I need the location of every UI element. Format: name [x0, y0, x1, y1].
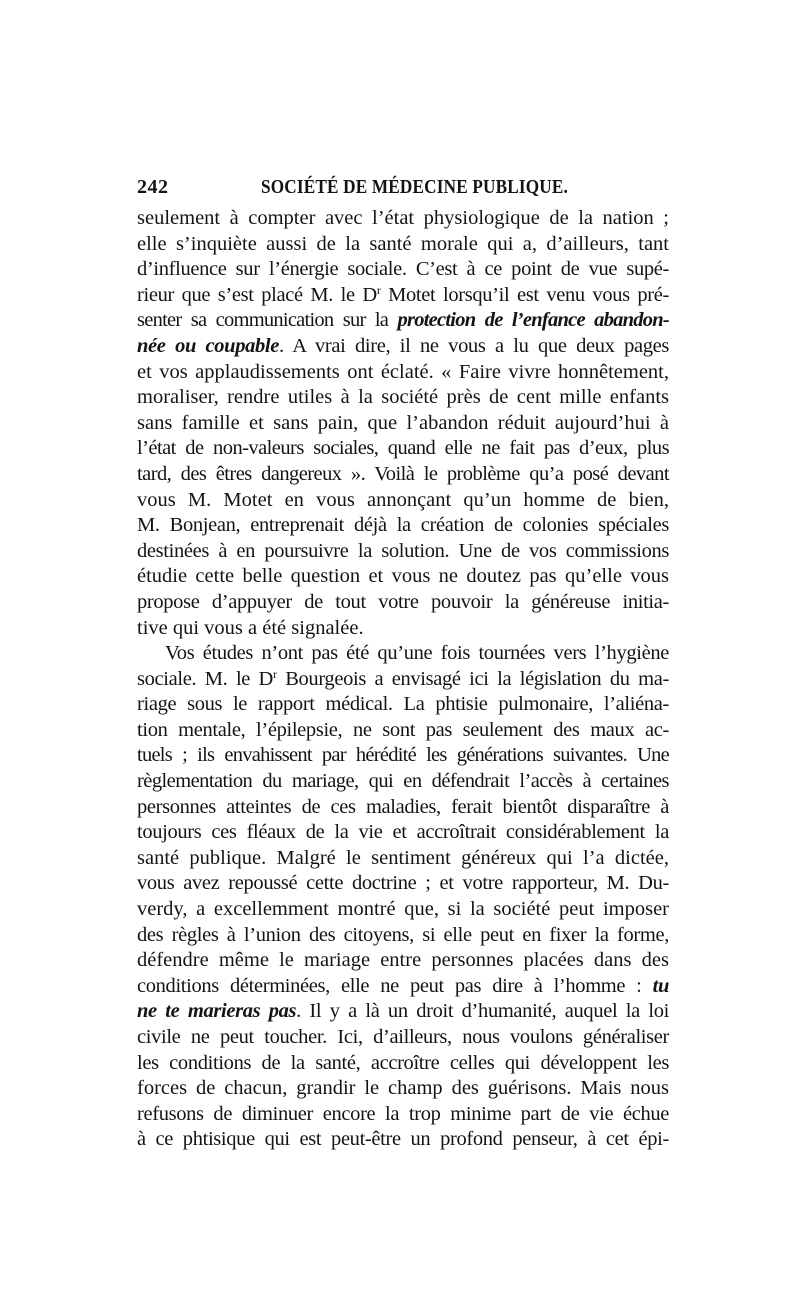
text-line: tard, des êtres dangereux ». Voilà le problème qu’a posé devant	[137, 462, 669, 485]
text-line: et vos applaudissements ont éclaté. « Faire vivre honnêtement,	[137, 360, 669, 383]
text-line: ne te marieras pas. Il y a là un droit d’humanité, auquel la loi	[137, 1000, 669, 1023]
text-line: verdy, a excellemment montré que, si la société peut imposer	[137, 898, 669, 921]
text-line: riage sous le rapport médical. La phtisie pulmonaire, l’aliéna-	[137, 693, 669, 716]
text-line: règlementation du mariage, qui en défendrait l’accès à certaines	[137, 770, 669, 793]
text-line: forces de chacun, grandir le champ des guérisons. Mais nous	[137, 1077, 669, 1100]
text-line: tuels ; ils envahissent par hérédité les générations suivantes. Une	[137, 744, 669, 767]
running-header	[137, 176, 669, 208]
text-line: conditions déterminées, elle ne peut pas dire à l’homme : tu	[137, 974, 669, 997]
text-line: personnes atteintes de ces maladies, ferait bientôt disparaître à	[137, 795, 669, 818]
text-line: Vos études n’ont pas été qu’une fois tournées vers l’hygiène	[165, 642, 669, 665]
text-line: rieur que s’est placé M. le $D^r$ Motet lorsqu’il est venu vous pré-	[137, 282, 669, 306]
text-line: moraliser, rendre utiles à la société près de cent mille enfants	[137, 386, 669, 409]
body-text	[137, 206, 669, 1153]
text-line: vous M. Motet en vous annonçant qu’un homme de bien,	[137, 488, 669, 511]
text-line: destinées à en poursuivre la solution. Une de vos commissions	[137, 539, 669, 562]
text-line: l’état de non-valeurs sociales, quand elle ne fait pas d’eux, plus	[137, 437, 669, 460]
italic-quote: ne te marieras pas	[137, 1000, 297, 1023]
text-line: des règles à l’union des citoyens, si elle peut en fixer la forme,	[137, 923, 669, 946]
italic-quote: tu	[652, 974, 669, 997]
text-line: elle s’inquiète aussi de la santé morale qui a, d’ailleurs, tant	[137, 232, 669, 255]
text-line: propose d’appuyer de tout votre pouvoir la généreuse initia-	[137, 590, 669, 613]
page-number: 242	[137, 176, 169, 198]
text-line: santé publique. Malgré le sentiment généreux qui l’a dictée,	[137, 846, 669, 869]
text-line: civile ne peut toucher. Ici, d’ailleurs, nous voulons généraliser	[137, 1026, 669, 1048]
text-line: vous avez repoussé cette doctrine ; et votre rapporteur, M. Du-	[137, 872, 669, 895]
text-line: à ce phtisique qui est peut-être un profond penseur, à cet épi-	[137, 1128, 669, 1151]
text-line: refusons de diminuer encore la trop minime part de vie échue	[137, 1102, 669, 1125]
superscript: r	[273, 666, 277, 681]
running-title: SOCIÉTÉ DE MÉDECINE PUBLIQUE.	[261, 176, 569, 198]
text-line: tion mentale, l’épilepsie, ne sont pas seulement des maux ac-	[137, 718, 669, 741]
text-line: sociale. M. le $D^r$ Bourgeois a envisagé ici la législation du ma-	[137, 666, 669, 690]
superscript: r	[376, 282, 381, 297]
italic-title: protection de l’enfance abandon-	[397, 309, 669, 332]
text-line: senter sa communication sur la protection de l’enfance abandon-	[137, 309, 669, 332]
text-line: née ou coupable. A vrai dire, il ne vous a lu que deux pages	[137, 334, 669, 357]
text-line: sans famille et sans pain, que l’abandon réduit aujourd’hui à	[137, 411, 669, 434]
text-line: les conditions de la santé, accroître celles qui développent les	[137, 1051, 669, 1074]
text-line: tive qui vous a été signalée.	[137, 616, 364, 639]
text-line: seulement à compter avec l’état physiologique de la nation ;	[137, 207, 669, 229]
text-line: toujours ces fléaux de la vie et accroîtrait considérablement la	[137, 821, 669, 844]
italic-title: née ou coupable	[137, 334, 280, 357]
text-line: défendre même le mariage entre personnes placées dans des	[137, 949, 669, 972]
text-line: d’influence sur l’énergie sociale. C’est à ce point de vue supé-	[137, 258, 669, 281]
text-line: M. Bonjean, entreprenait déjà la création de colonies spéciales	[137, 514, 669, 537]
text-line: étudie cette belle question et vous ne doutez pas qu’elle vous	[137, 565, 669, 588]
